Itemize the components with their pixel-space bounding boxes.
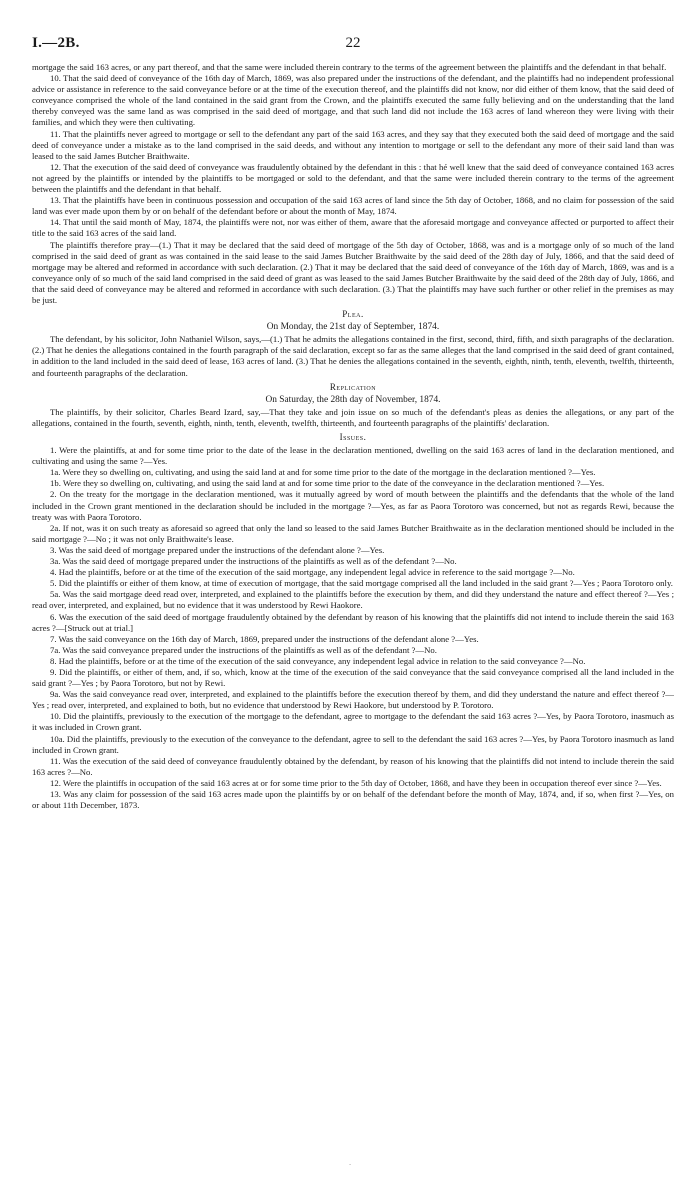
issue-item: 12. Were the plaintiffs in occupation of the said 163 acres at or for some time prior to the 5th day of October, 1868, and have they been in occupation thereof ever since ?—Yes.: [50, 777, 662, 788]
paragraph-13: 13. That the plaintiffs have been in continuous possession and occupation of the said 163 acres of land since the 5th day of October, 1868, and no claim for possession of the said land was ever made upon them by or on behalf of the defendant before or about the month of May, 1874.: [32, 195, 674, 217]
replication-date: On Saturday, the 28th day of November, 1874.: [265, 394, 441, 405]
issue-item: 1a. Were they so dwelling on, cultivating, and using the said land at and for some time prior to the date of the mortgage in the declaration mentioned ?—Yes.: [50, 467, 596, 478]
issues-list: [32, 445, 674, 811]
issue-item: 2. On the treaty for the mortgage in the declaration mentioned, was it mutually agreed by word of mouth between the plaintiffs and the defendants that the whole of the land included in the Crown grant mentioned in the declaration should be included in the mortgage ?—Yes, as far as Paora Torotoro was concerned, but not as regards Rewi, because the treaty was with Paora Torotoro.: [32, 489, 674, 522]
paragraph-continuation: mortgage the said 163 acres, or any part thereof, and that the same were included therein contrary to the terms of the agreement between the plaintiffs and the defendant in that behalf.: [32, 62, 667, 72]
issue-item: 10. Did the plaintiffs, previously to the execution of the mortgage to the defendant, agree to mortgage to the defendant the said 163 acres ?—Yes, by Paora Torotoro, inasmuch as it was included in Crown grant.: [32, 711, 674, 733]
issue-item: 9. Did the plaintiffs, or either of them, and, if so, which, know at the time of the execution of the said conveyance that the said conveyance comprised all the land included in the said grant ?—Yes ; by Paora Torotoro, but not by Rewi.: [32, 666, 674, 689]
page-number: 22: [345, 35, 361, 51]
replication-text: The plaintiffs, by their solicitor, Charles Beard Izard, say,—That they take and join issue on so much of the defendant's pleas as denies the allegations, or any part of the allegations, contained in the fourth, seventh, eighth, ninth, tenth, eleventh, twelfth, thirteenth, and fourteenth paragraphs of the plaintiffs' declaration.: [32, 406, 674, 428]
issue-item: 1. Were the plaintiffs, at and for some time prior to the date of the lease in the declaration mentioned, dwelling on the said 163 acres of land in the declaration mentioned, and cultivating and using the same ?—Yes.: [32, 445, 674, 467]
issues-heading: Issues.: [339, 432, 367, 442]
paragraph-10: 10. That the said deed of conveyance of the 16th day of March, 1869, was also prepared under the instructions of the defendant, and the plaintiffs had no independent professional advice or assistance in reference to the said conveyance before or at the time of the execution thereof, and the plaintiffs did not know, nor did either of them know, that the said deed of conveyance comprised the whole of the land contained in the said grant from the Crown, and the plaintiffs executed the same fully believing and on the understanding that the land thereby conveyed was the same land as was comprised in the said deed of mortgage, and that such land did not include the 163 acres of land whereon they were living with their families, and which they were then cultivating.: [32, 73, 674, 128]
issue-item: 3. Was the said deed of mortgage prepared under the instructions of the defendant alone ?—Yes.: [50, 544, 385, 555]
footer-mark: ·: [348, 1161, 352, 1169]
issue-item: 3a. Was the said deed of mortgage prepared under the instructions of the plaintiffs as well as of the defendant ?—No.: [50, 556, 457, 567]
issue-item: 11. Was the execution of the said deed of conveyance fraudulently obtained by the defendant, by reason of his knowing that the plaintiffs did not intend to include therein the said 163 acres ?—No.: [32, 755, 674, 777]
running-header: [32, 35, 674, 58]
paper-reference: I.—2B.: [32, 35, 80, 51]
issue-item: 4. Had the plaintiffs, before or at the time of the execution of the said mortgage, any independent legal advice in reference to the said mortgage ?—No.: [50, 567, 575, 578]
issue-item: 2a. If not, was it on such treaty as aforesaid so agreed that only the land so leased to the said James Butcher Braithwaite as in the declaration mentioned should be included in the said mortgage ?—No ; it was not only Braithwaite's lease.: [32, 522, 674, 544]
plea-text: The defendant, by his solicitor, John Nathaniel Wilson, says,—(1.) That he admits the allegations contained in the first, second, third, fifth, and sixth paragraphs of the declaration. (2.) That he denies the allegations contained in the fourth paragraph of the said declaration, except so far as the same alleges that the land comprised in the said deed of grant contained, in addition to the land included in the said deed of lease, 163 acres of land. (3.) That he denies the allegations contained in the seventh, eighth, ninth, tenth, eleventh, twelfth, thirteenth, and fourteenth paragraphs of the declaration.: [32, 334, 674, 378]
paragraph-12: 12. That the execution of the said deed of conveyance was fraudulently obtained by the defendant in this : that hé well knew that the said deed of conveyance contained 163 acres not agreed by the plaintiffs or intended by the plaintiffs to be mortgaged or sold to the defendant, and that the same were included therein contrary to the terms of the agreement between the plaintiffs and the defendant in that behalf.: [32, 161, 674, 195]
issue-item: 1b. Were they so dwelling on, cultivating, and using the said land at and for some time prior to the date of the conveyance in the declaration mentioned ?—Yes.: [50, 478, 605, 489]
issue-item: 5a. Was the said mortgage deed read over, interpreted, and explained to the plaintiffs before the execution by them, and did they understand the nature and effect thereof ?—Yes ; read over, interpreted, and explained, but no evidence that it was understood by Rewi Haokore.: [32, 589, 674, 611]
issue-item: 5. Did the plaintiffs or either of them know, at time of execution of mortgage, that the said mortgage comprised all the land included in the said grant ?—Yes ; Paora Torotoro only.: [50, 578, 673, 589]
paragraph-14: 14. That until the said month of May, 1874, the plaintiffs were not, nor was either of them, aware that the aforesaid mortgage and conveyance affected or purported to affect their title to the said 163 acres of the said land.: [32, 217, 674, 239]
issue-item: 10a. Did the plaintiffs, previously to the execution of the conveyance to the defendant, agree to sell to the defendant the said 163 acres ?—Yes, by Paora Torotoro inasmuch as land included in Crown grant.: [32, 733, 674, 755]
issue-item: 6. Was the execution of the said deed of mortgage fraudulently obtained by the defendant by reason of his knowing that the plaintiffs did not intend to include therein the said 163 acres ?—[Struck out at trial.]: [32, 611, 674, 633]
issue-item: 9a. Was the said conveyance read over, interpreted, and explained to the plaintiffs before the execution thereof by them, and did they understand the nature and effect thereof ?—Yes ; read over, interpreted, and explained to both, but no evidence that understood by Rewi Haokore, but understood by P. Torotoro.: [32, 689, 674, 711]
document-body: [32, 62, 674, 811]
prayer-paragraph: The plaintiffs therefore pray—(1.) That it may be declared that the said deed of mortgage of the 5th day of October, 1868, was and is a mortgage only of so much of the land comprised in the said deed of grant as was contained in the said lease to the said James Butcher Braithwaite by the said deed of the 28th day of July, 1866, and that the said deed of mortgage may be altered and reformed in accordance with such declaration. (2.) That it may be declared that the said deed of conveyance of the 16th day of March, 1869, was and is a conveyance only of so much of the said land comprised in the said deed of grant as was leased to the said James Butcher Braithwaite by the said deed of the 28th day of July, 1866, and that the said deed of conveyance may be altered and reformed in accordance with such declaration. (3.) That the plaintiffs may have such further or other relief in the premises as may be just.: [32, 239, 674, 305]
issue-item: 7. Was the said conveyance on the 16th day of March, 1869, prepared under the instructions of the defendant alone ?—Yes.: [50, 633, 479, 644]
plea-heading: Plea.: [342, 309, 364, 320]
plea-date: On Monday, the 21st day of September, 1874.: [266, 322, 440, 333]
issue-item: 7a. Was the said conveyance prepared under the instructions of the plaintiffs as well as of the defendant ?—No.: [50, 644, 437, 655]
replication-heading: Replication: [329, 381, 377, 392]
issue-item: 8. Had the plaintiffs, before or at the time of the execution of the said conveyance, any independent legal advice in relation to the said conveyance ?—No.: [50, 655, 586, 666]
paragraph-11: 11. That the plaintiffs never agreed to mortgage or sell to the defendant any part of the said 163 acres, and they say that they executed both the said deed of mortgage and the said deed of conveyance under a mistake as to the land comprised in the said deeds, and without any intention to mortgage or sell to the defendant any more of their said land than was leased to the said James Butcher Braithwaite.: [32, 128, 674, 161]
issue-item: 13. Was any claim for possession of the said 163 acres made upon the plaintiffs by or on behalf of the defendant before the month of May, 1874, and, if so, when first ?—Yes, on or about 11th December, 1873.: [32, 789, 674, 811]
